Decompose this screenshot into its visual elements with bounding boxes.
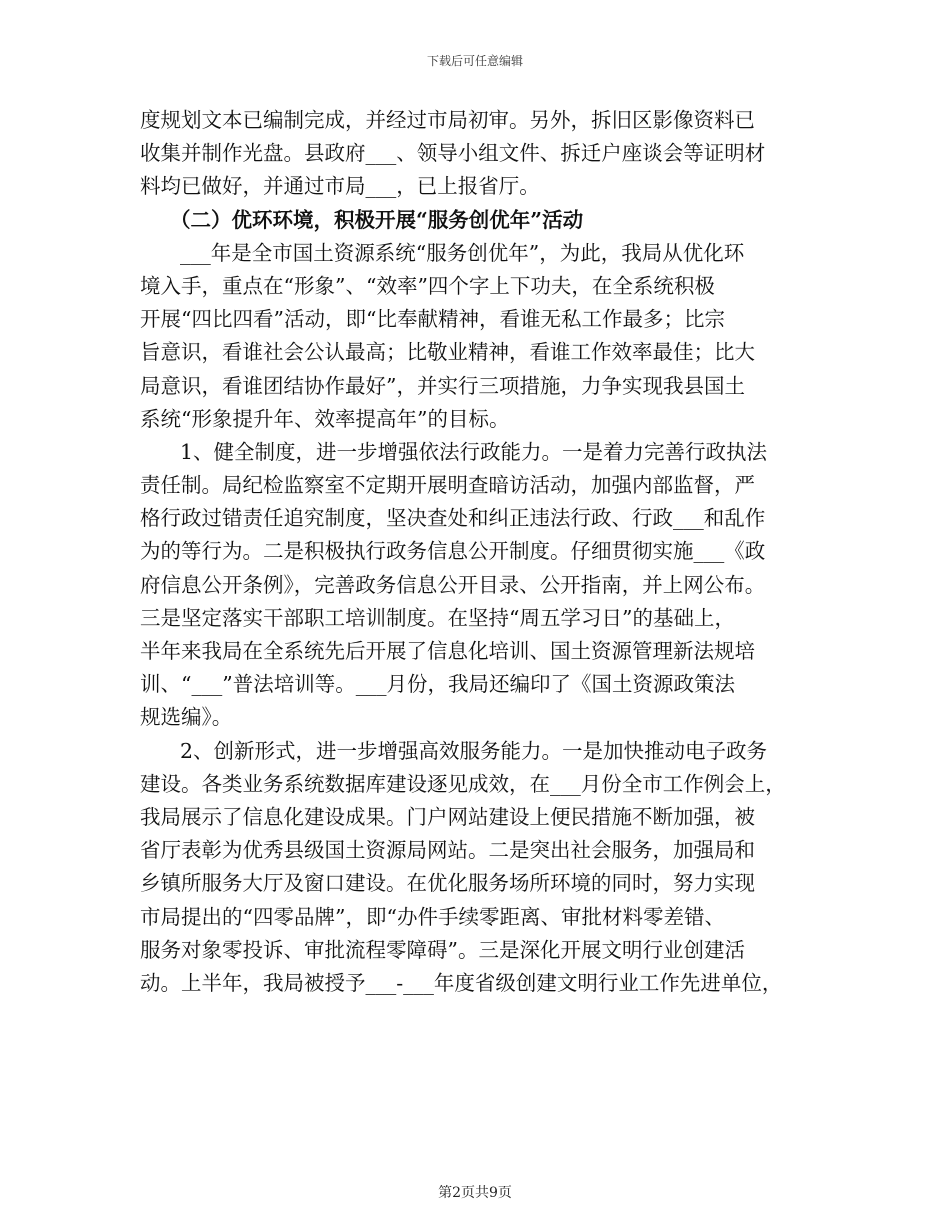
text-line: 责任制。局纪检监察室不定期开展明查暗访活动，加强内部监督，严	[140, 473, 755, 498]
text-line: 我局展示了信息化建设成果。门户网站建设上便民措施不断加强，被	[140, 804, 755, 829]
text-line: 乡镇所服务大厅及窗口建设。在优化服务场所环境的同时，努力实现	[140, 871, 755, 896]
text-line: 度规划文本已编制完成，并经过市局初审。另外，拆旧区影像资料已	[140, 108, 755, 132]
text-line: 料均已做好，并通过市局___，已上报省厅。	[140, 174, 540, 199]
text-line: 动。上半年，我局被授予___-___年度省级创建文明行业工作先进单位，	[140, 970, 783, 995]
text-line: 格行政过错责任追究制度，坚决查处和纠正违法行政、行政___和乱作	[140, 506, 766, 531]
text-line: 省厅表彰为优秀县级国土资源局网站。二是突出社会服务，加强局和	[140, 838, 755, 863]
paragraph-first-line: ___年是全市国土资源系统“服务创优年”，为此，我局从优化环	[180, 240, 745, 265]
paragraph-first-line: 1、健全制度，进一步增强依法行政能力。一是着力完善行政执法	[180, 439, 768, 464]
text-line: 建设。各类业务系统数据库建设逐见成效，在___月份全市工作例会上，	[140, 771, 786, 796]
text-line: 市局提出的“四零品牌”，即“办件手续零距离、审批材料零差错、	[140, 904, 725, 929]
text-line: 旨意识，看谁社会公认最高；比敬业精神，看谁工作效率最佳；比大	[140, 340, 755, 365]
text-line: 府信息公开条例》，完善政务信息公开目录、公开指南，并上网公布。	[140, 572, 766, 597]
text-line: 规选编》。	[140, 705, 233, 730]
text-line: 三是坚定落实干部职工培训制度。在坚持“周五学习日”的基础上，	[140, 605, 735, 630]
page-footer: 第2页共9页	[438, 1185, 512, 1201]
text-line: 半年来我局在全系统先后开展了信息化培训、国土资源管理新法规培	[140, 639, 755, 663]
text-line: 为的等行为。二是积极执行政务信息公开制度。仔细贯彻实施___《政	[140, 539, 766, 564]
text-line: 服务对象零投诉、审批流程零障碍”。三是深化开展文明行业创建活	[140, 937, 745, 962]
paragraph-first-line: 2、创新形式，进一步增强高效服务能力。一是加快推动电子政务	[180, 738, 768, 763]
text-line: 开展“四比四看”活动，即“比奉献精神，看谁无私工作最多；比宗	[140, 307, 725, 332]
text-line: 收集并制作光盘。县政府___、领导小组文件、拆迁户座谈会等证明材	[140, 141, 766, 166]
text-line: 境入手，重点在“形象”、“效率”四个字上下功夫，在全系统积极	[140, 273, 715, 298]
text-line: 系统“形象提升年、效率提高年”的目标。	[140, 406, 510, 431]
text-line: 局意识，看谁团结协作最好”，并实行三项措施，力争实现我县国土	[140, 373, 745, 398]
text-line: 训、“___”普法培训等。___月份，我局还编印了《国土资源政策法	[140, 672, 735, 697]
page-header: 下载后可任意编辑	[426, 54, 523, 68]
document-body	[140, 104, 812, 1000]
section-heading: （二）优环环境，积极开展“服务创优年”活动	[170, 207, 584, 232]
